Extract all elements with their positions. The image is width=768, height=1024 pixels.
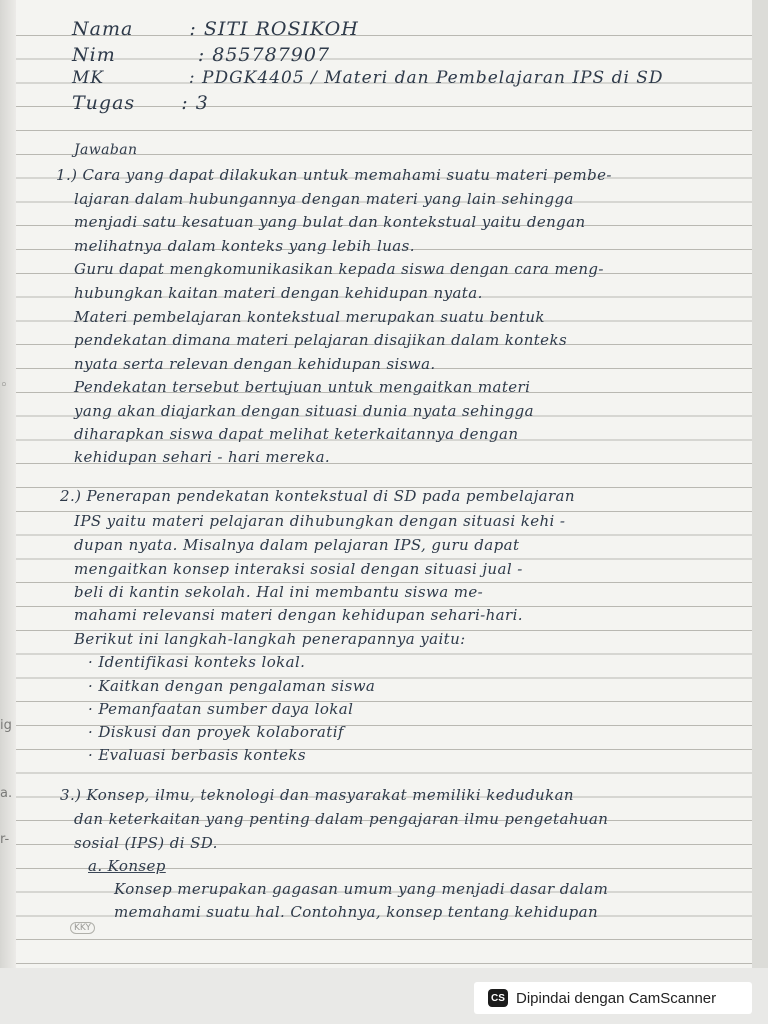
- mk-row: [72, 68, 664, 88]
- a1-line-7: Materi pembelajaran kontekstual merupakan suatu bentuk: [74, 308, 545, 326]
- background-right-strip: [752, 0, 768, 968]
- a1-line-9: nyata serta relevan dengan kehidupan siswa.: [74, 355, 436, 373]
- a2-line-5: beli di kantin sekolah. Hal ini membantu siswa me-: [74, 583, 484, 601]
- a2-bullet-5: · Evaluasi berbasis konteks: [88, 746, 306, 764]
- margin-mark-2: a.: [0, 786, 13, 801]
- answer-heading: Jawaban: [74, 142, 138, 158]
- a1-line-6: hubungkan kaitan materi dengan kehidupan nyata.: [74, 284, 483, 302]
- a2-line-1: 2.) Penerapan pendekatan kontekstual di SD pada pembelajaran: [60, 487, 575, 505]
- nim-value: : 855787907: [197, 44, 331, 66]
- lined-paper-sheet: [16, 0, 752, 968]
- a1-line-3: menjadi satu kesatuan yang bulat dan kontekstual yaitu dengan: [74, 213, 586, 231]
- a2-line-7: Berikut ini langkah-langkah penerapannya yaitu:: [74, 630, 466, 648]
- camscanner-logo-icon: CS: [488, 989, 508, 1007]
- a3-subheading-konsep: a. Konsep: [88, 857, 166, 875]
- a1-line-12: diharapkan siswa dapat melihat keterkaitannya dengan: [74, 425, 519, 443]
- nama-value: : SITI ROSIKOH: [189, 18, 359, 40]
- a3-line-6: memahami suatu hal. Contohnya, konsep tentang kehidupan: [114, 903, 599, 921]
- mk-value: : PDGK4405 / Materi dan Pembelajaran IPS di SD: [188, 68, 664, 88]
- a3-line-3: sosial (IPS) di SD.: [74, 834, 218, 852]
- a3-line-2: dan keterkaitan yang penting dalam pengajaran ilmu pengetahuan: [74, 810, 609, 828]
- a1-line-8: pendekatan dimana materi pelajaran disajikan dalam konteks: [74, 331, 568, 349]
- nama-row: [72, 18, 359, 40]
- a3-line-1: 3.) Konsep, ilmu, teknologi dan masyarakat memiliki kedudukan: [60, 786, 574, 804]
- a1-line-13: kehidupan sehari - hari mereka.: [74, 448, 331, 466]
- tugas-label: Tugas: [72, 92, 136, 114]
- a2-bullet-4: · Diskusi dan proyek kolaboratif: [88, 723, 344, 741]
- camscanner-badge: [474, 982, 752, 1014]
- nim-label: Nim: [72, 44, 116, 66]
- a1-line-10: Pendekatan tersebut bertujuan untuk mengaitkan materi: [74, 378, 531, 396]
- nama-label: Nama: [72, 18, 134, 40]
- a2-bullet-1: · Identifikasi konteks lokal.: [88, 653, 306, 671]
- a1-line-4: melihatnya dalam konteks yang lebih luas.: [74, 237, 415, 255]
- page-edge-shadow: [0, 0, 16, 968]
- tugas-value: : 3: [181, 92, 209, 114]
- a3-line-5: Konsep merupakan gagasan umum yang menjadi dasar dalam: [114, 880, 609, 898]
- a2-line-3: dupan nyata. Misalnya dalam pelajaran IPS, guru dapat: [74, 536, 520, 554]
- tugas-row: [72, 92, 209, 114]
- a2-line-4: mengaitkan konsep interaksi sosial dengan situasi jual -: [74, 560, 523, 578]
- a1-line-5: Guru dapat mengkomunikasikan kepada siswa dengan cara meng-: [74, 260, 604, 278]
- margin-mark-dot: ◦: [0, 378, 8, 393]
- mk-label: MK: [72, 68, 105, 88]
- margin-mark-3: r-: [0, 832, 10, 847]
- page-mark: KKY: [70, 922, 95, 934]
- a1-line-2: lajaran dalam hubungannya dengan materi yang lain sehingga: [74, 190, 574, 208]
- a1-line-11: yang akan diajarkan dengan situasi dunia nyata sehingga: [74, 402, 535, 420]
- a2-bullet-3: · Pemanfaatan sumber daya lokal: [88, 700, 354, 718]
- a2-line-2: IPS yaitu materi pelajaran dihubungkan dengan situasi kehi -: [74, 512, 566, 530]
- nim-row: [72, 44, 330, 66]
- a2-bullet-2: · Kaitkan dengan pengalaman siswa: [88, 677, 376, 695]
- margin-mark-1: ig: [0, 718, 12, 733]
- a2-line-6: mahami relevansi materi dengan kehidupan sehari-hari.: [74, 606, 523, 624]
- camscanner-text: Dipindai dengan CamScanner: [516, 989, 717, 1007]
- a1-line-1: 1.) Cara yang dapat dilakukan untuk memahami suatu materi pembe-: [56, 166, 612, 184]
